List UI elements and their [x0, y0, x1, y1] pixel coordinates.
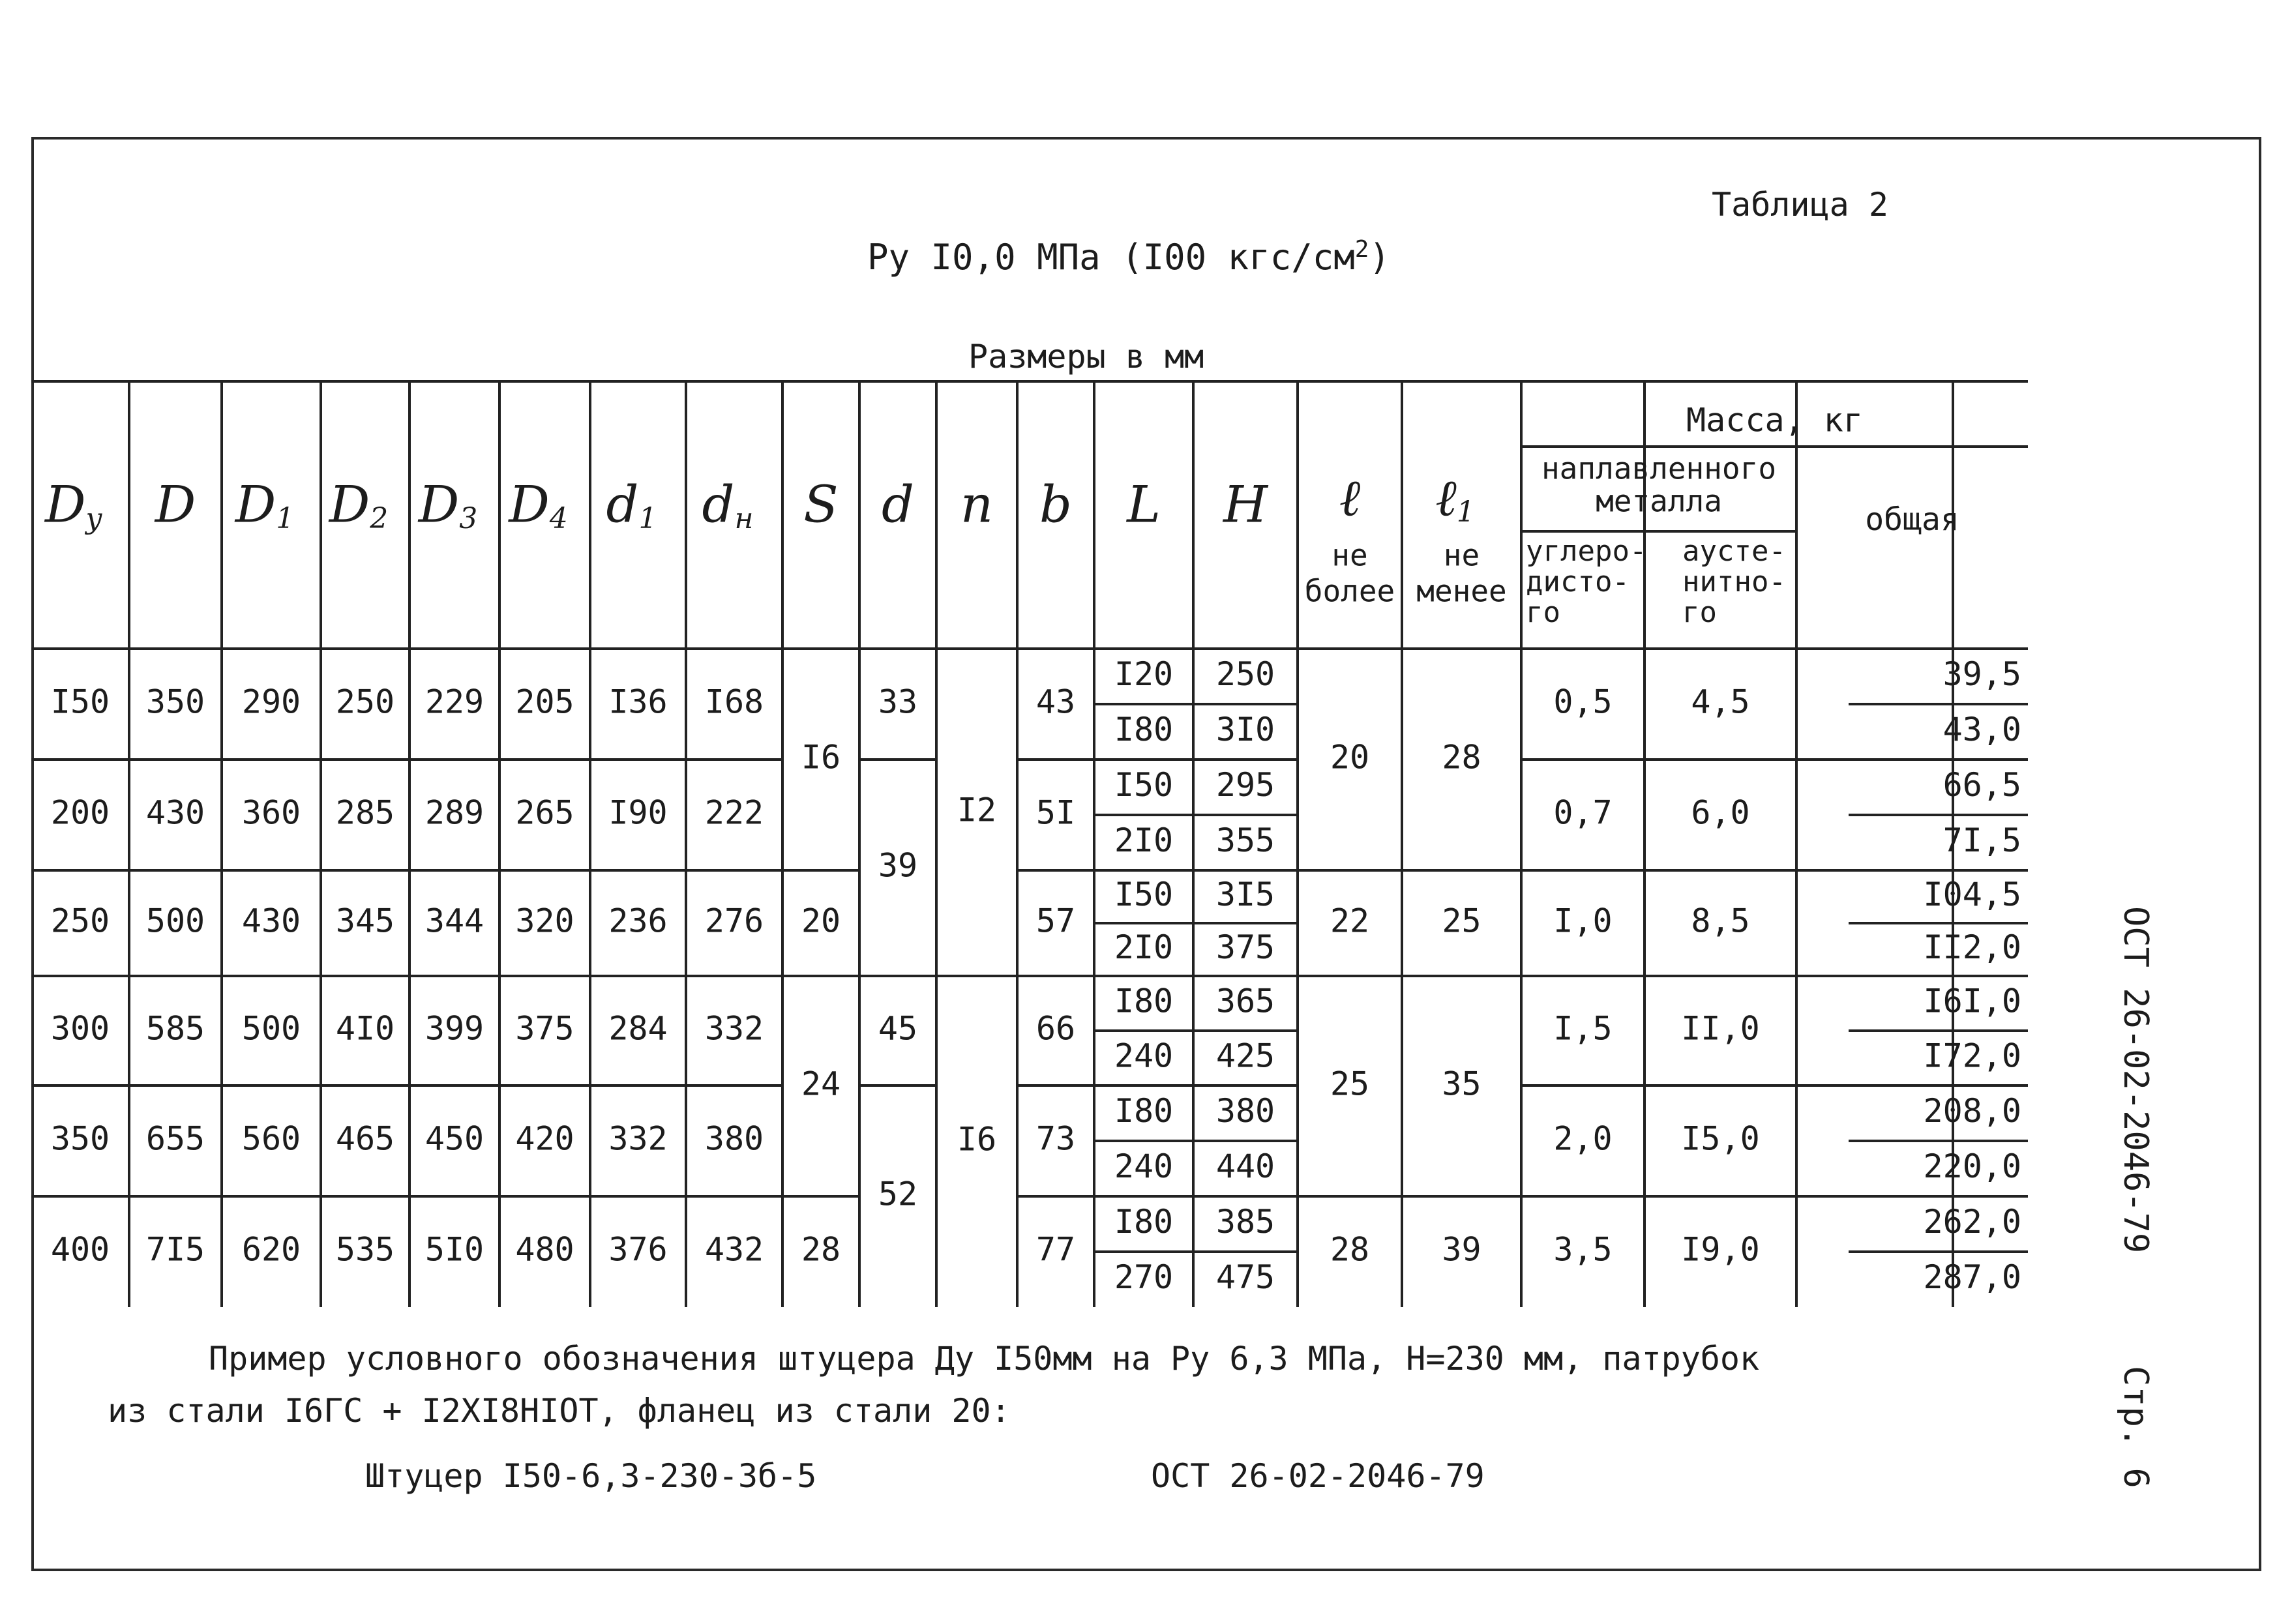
column-symbol: b: [1039, 475, 1072, 535]
column-header: [1339, 469, 1361, 528]
no-less-label: менее: [1416, 573, 1507, 609]
table-cell-d-merged: 52: [878, 1175, 918, 1213]
table-cell-dn: 332: [704, 1009, 764, 1048]
table-cell-dn: 432: [704, 1230, 764, 1269]
column-header: [803, 476, 838, 535]
table-cell-l-merged: 25: [1330, 1065, 1370, 1103]
table-header: [44, 402, 1959, 630]
column-header: [960, 476, 993, 535]
table-cell-d-merged: 45: [878, 1009, 918, 1048]
table-cell-d1: 284: [608, 1009, 668, 1048]
table-cell-h-value: 3I5: [1215, 876, 1275, 913]
table-cell-d1: 620: [241, 1230, 301, 1269]
column-header: [1039, 476, 1072, 535]
table-cell-b: 5I: [1035, 793, 1076, 832]
table-cell-d-merged: 39: [878, 846, 918, 885]
column-header: [702, 476, 754, 535]
table-cell-l-value: I80: [1114, 982, 1174, 1020]
column-header: [606, 476, 657, 535]
column-symbol: d: [882, 475, 914, 535]
column-header: [234, 476, 295, 535]
column-symbol: S: [803, 475, 839, 535]
table-cell-dn: 276: [704, 902, 764, 940]
deposited-metal-label: наплавленного: [1541, 450, 1777, 486]
table-cell-d2: 465: [335, 1119, 395, 1158]
column-symbol: $D_3$: [418, 475, 478, 535]
table-cell-d2: 4I0: [335, 1009, 395, 1048]
table-cell-s-merged: 28: [801, 1230, 841, 1269]
column-symbol: $D_у$: [44, 475, 103, 535]
column-header: [1222, 476, 1269, 535]
side-page-number: Стр. 6: [2116, 1366, 2155, 1488]
table-cell-dn: 222: [704, 793, 764, 832]
table-cell-mass-austenitic: I5,0: [1681, 1119, 1760, 1158]
table-cell-dy: 200: [50, 793, 110, 832]
example-text-line-2: из стали I6ГС + I2XI8HIOT, фланец из стали 20:: [108, 1392, 1011, 1430]
total-mass-label: общая: [1865, 501, 1959, 538]
table-cell-d3: 399: [424, 1009, 484, 1048]
table-cell-mass-total: I72,0: [1923, 1037, 2021, 1075]
table-cell-mass-total: 220,0: [1923, 1147, 2021, 1185]
table-cell-d2: 250: [335, 683, 395, 721]
table-cell-h-value: 380: [1215, 1092, 1275, 1130]
table-cell-h-value: 365: [1215, 982, 1275, 1020]
column-subscript: 3: [459, 501, 478, 535]
table-cell-mass-total: II2,0: [1923, 928, 2021, 966]
table-cell-d1: 376: [608, 1230, 668, 1269]
table-cell-l-value: I80: [1114, 711, 1174, 748]
table-cell-h-value: 475: [1215, 1258, 1275, 1296]
column-subscript: н: [734, 501, 754, 535]
example-text-line-1: Пример условного обозначения штуцера Ду I50мм на Ру 6,3 МПа, Н=230 мм, патрубок: [209, 1340, 1760, 1378]
table-cell-mass-carbon: 0,7: [1553, 793, 1613, 832]
table-cell-dn: 380: [704, 1119, 764, 1158]
table-cell-d: 430: [145, 793, 205, 832]
carbon-steel-label: дисто-: [1526, 565, 1630, 598]
column-header: [417, 476, 478, 535]
table-cell-mass-austenitic: II,0: [1681, 1009, 1760, 1048]
table-cell-d2: 535: [335, 1230, 395, 1269]
austenitic-label: го: [1682, 596, 1717, 629]
table-cell-h-value: 440: [1215, 1147, 1275, 1185]
table-cell-l1-merged: 25: [1442, 902, 1481, 940]
table-cell-l1-merged: 28: [1442, 738, 1481, 776]
table-cell-d: 655: [145, 1119, 205, 1158]
column-header: [507, 476, 568, 535]
table-cell-l-value: 240: [1114, 1037, 1174, 1075]
column-header: [1125, 476, 1161, 535]
table-cell-d-merged: 33: [878, 683, 918, 721]
table-cell-mass-total: 287,0: [1923, 1258, 2021, 1296]
table-cell-d1: 360: [241, 793, 301, 832]
column-subscript: у: [85, 501, 103, 535]
table-cell-n-merged: I6: [957, 1120, 997, 1159]
no-less-label: не: [1443, 537, 1480, 573]
table-cell-l-value: 270: [1114, 1258, 1174, 1296]
table-cell-dy: 350: [50, 1119, 110, 1158]
column-symbol: $d_н$: [702, 475, 754, 535]
table-cell-d3: 5I0: [424, 1230, 484, 1269]
table-cell-l-merged: 20: [1330, 738, 1370, 776]
table-cell-dy: 400: [50, 1230, 110, 1269]
table-cell-d3: 289: [424, 793, 484, 832]
table-cell-d4: 420: [515, 1119, 574, 1158]
carbon-steel-label: го: [1526, 596, 1560, 629]
table-cell-mass-total: 43,0: [1942, 711, 2021, 748]
table-cell-d4: 320: [515, 902, 574, 940]
column-symbol: $D_4$: [509, 475, 568, 535]
table-cell-d2: 345: [335, 902, 395, 940]
column-header: [44, 476, 103, 535]
table-cell-l1-merged: 35: [1442, 1065, 1481, 1103]
table-cell-mass-total: 66,5: [1942, 766, 2021, 804]
table-cell-mass-austenitic: 6,0: [1691, 793, 1750, 832]
table-cell-d2: 285: [335, 793, 395, 832]
table-cell-d4: 480: [515, 1230, 574, 1269]
column-header: [1435, 469, 1475, 529]
designation: Штуцер I50-6,3-230-3б-5: [365, 1457, 817, 1495]
table-cell-d3: 344: [424, 902, 484, 940]
table-cell-s-merged: I6: [801, 738, 841, 776]
table-cell-d4: 265: [515, 793, 574, 832]
table-cell-l1-merged: 39: [1442, 1230, 1481, 1269]
table-cell-b: 43: [1035, 683, 1076, 721]
designation-standard: ОСТ 26-02-2046-79: [1151, 1457, 1485, 1495]
column-subscript: 1: [638, 501, 657, 535]
column-subscript: 4: [549, 501, 568, 535]
table-cell-mass-carbon: 2,0: [1553, 1119, 1613, 1158]
table-cell-n-merged: I2: [957, 791, 997, 829]
table-cell-dy: I50: [50, 683, 110, 721]
column-symbol: ℓ: [1339, 469, 1361, 528]
table-cell-l-value: I20: [1114, 655, 1174, 693]
table-cell-mass-carbon: I,0: [1553, 902, 1613, 940]
no-more-label: более: [1304, 573, 1395, 609]
table-cell-mass-austenitic: 8,5: [1691, 902, 1750, 940]
table-cell-d4: 375: [515, 1009, 574, 1048]
table-cell-h-value: 295: [1215, 766, 1275, 804]
table-cell-mass-total: 208,0: [1923, 1092, 2021, 1130]
table-cell-d1: I36: [608, 683, 668, 721]
table-cell-b: 57: [1035, 902, 1076, 940]
table-cell-l-value: 240: [1114, 1147, 1174, 1185]
table-cell-l-value: 2I0: [1114, 821, 1174, 859]
table-cell-l-value: I50: [1114, 876, 1174, 913]
no-more-label: не: [1332, 537, 1368, 573]
table-cell-d3: 229: [424, 683, 484, 721]
pressure-title: Ру I0,0 МПа (I00 кгс/$см^2$): [867, 236, 1390, 278]
table-cell-b: 73: [1035, 1119, 1076, 1158]
austenitic-label: нитно-: [1682, 565, 1786, 598]
table-cell-s-merged: 24: [801, 1065, 841, 1103]
table-cell-mass-carbon: I,5: [1553, 1009, 1613, 1048]
table-cell-h-value: 385: [1215, 1203, 1275, 1241]
table-cell-l-value: I80: [1114, 1203, 1174, 1241]
table-cell-mass-carbon: 3,5: [1553, 1230, 1613, 1269]
column-symbol: $D_1$: [235, 475, 295, 535]
column-header: [328, 476, 389, 535]
column-symbol: n: [960, 475, 994, 535]
column-subscript: 1: [276, 501, 295, 535]
column-symbol: D: [155, 475, 196, 535]
deposited-metal-label: металла: [1596, 483, 1722, 519]
table-cell-d: 350: [145, 683, 205, 721]
units-caption: Размеры в мм: [968, 338, 1204, 376]
column-subscript: 1: [1456, 495, 1475, 529]
table-cell-b: 77: [1035, 1230, 1076, 1269]
carbon-steel-label: углеро-: [1526, 535, 1647, 568]
table-cell-mass-total: I04,5: [1923, 876, 2021, 913]
table-cell-s-merged: 20: [801, 902, 841, 940]
table-cell-dn: I68: [704, 683, 764, 721]
table-cell-d3: 450: [424, 1119, 484, 1158]
column-symbol: $D_2$: [329, 475, 389, 535]
column-symbol: L: [1127, 475, 1161, 535]
table-cell-d1: 430: [241, 902, 301, 940]
table-label: Таблица 2: [1712, 186, 1888, 224]
table-cell-mass-total: I6I,0: [1923, 982, 2021, 1020]
table-cell-mass-total: 39,5: [1942, 655, 2021, 693]
table-cell-mass-carbon: 0,5: [1553, 683, 1613, 721]
column-symbol: $d_1$: [606, 475, 657, 535]
table-cell-dy: 300: [50, 1009, 110, 1048]
table-cell-d4: 205: [515, 683, 574, 721]
table-cell-d1: 500: [241, 1009, 301, 1048]
table-cell-d: 585: [145, 1009, 205, 1048]
mass-header: Масса, кг: [1686, 401, 1863, 439]
table-cell-l-value: I80: [1114, 1092, 1174, 1130]
column-symbol: ℓ$_1$: [1435, 469, 1475, 529]
table-cell-dy: 250: [50, 902, 110, 940]
table-cell-d1: 290: [241, 683, 301, 721]
table-cell-h-value: 425: [1215, 1037, 1275, 1075]
table-cell-d: 500: [145, 902, 205, 940]
table-cell-h-value: 375: [1215, 928, 1275, 966]
column-symbol: H: [1223, 475, 1268, 535]
table-cell-l-value: I50: [1114, 766, 1174, 804]
table-cell-b: 66: [1035, 1009, 1076, 1048]
table-cell-mass-austenitic: I9,0: [1681, 1230, 1760, 1269]
table-cell-mass-total: 7I,5: [1942, 821, 2021, 859]
side-standard-code: ОСТ 26-02-2046-79: [2116, 906, 2155, 1254]
table-cell-d: 7I5: [145, 1230, 205, 1269]
table-cell-h-value: 3I0: [1215, 711, 1275, 748]
table-cell-d1: 560: [241, 1119, 301, 1158]
table-cell-l-merged: 28: [1330, 1230, 1370, 1269]
column-subscript: 2: [370, 501, 389, 535]
austenitic-label: аусте-: [1682, 535, 1786, 568]
table-cell-d1: 236: [608, 902, 668, 940]
table-cell-h-value: 250: [1215, 655, 1275, 693]
table-cell-mass-austenitic: 4,5: [1691, 683, 1750, 721]
table-cell-d1: 332: [608, 1119, 668, 1158]
table-cell-l-value: 2I0: [1114, 928, 1174, 966]
table-cell-l-merged: 22: [1330, 902, 1370, 940]
column-header: [882, 476, 914, 535]
table-cell-h-value: 355: [1215, 821, 1275, 859]
table-cell-d1: I90: [608, 793, 668, 832]
column-header: [154, 476, 196, 535]
table-cell-mass-total: 262,0: [1923, 1203, 2021, 1241]
